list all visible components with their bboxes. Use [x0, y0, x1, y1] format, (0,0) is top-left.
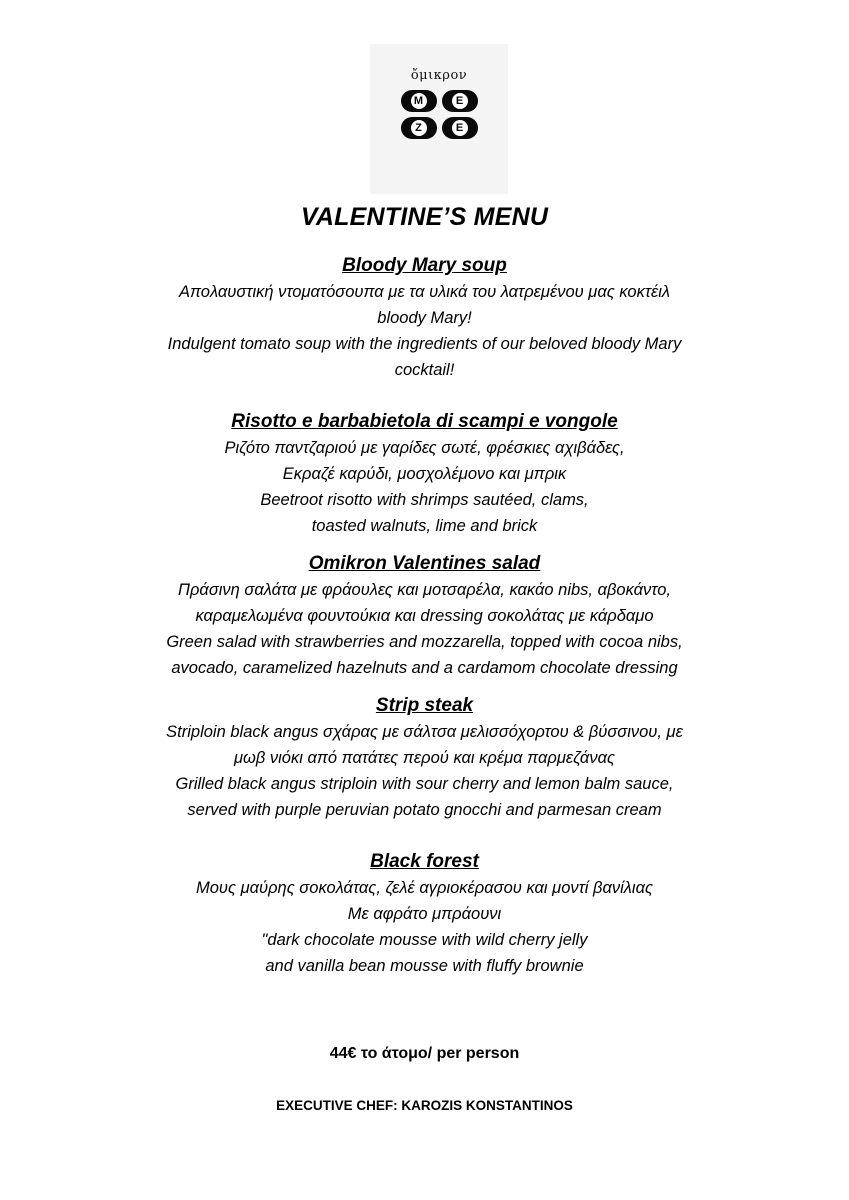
logo-wordmark: ὄμικρον [410, 68, 468, 83]
logo-pill-m: M [401, 90, 437, 112]
course-description-line: Εκραζέ καρύδι, μοσχολέμονο και μπρικ [282, 465, 567, 483]
course-description-line: καραμελωμένα φουντούκια και dressing σοκολάτας με κάρδαμο [195, 607, 654, 625]
course-description-line: Green salad with strawberries and mozzarella, topped with cocoa nibs, [166, 633, 683, 651]
course-description-line: Striploin black angus σχάρας με σάλτσα μελισσόχορτου & βύσσινου, με [166, 723, 683, 741]
course-description-line: bloody Mary! [377, 309, 472, 327]
course-name: Bloody Mary soup [342, 255, 507, 276]
logo-pill-z: Z [401, 117, 437, 139]
course-bloody-mary-soup [60, 253, 789, 383]
course-description-line: Απολαυστική ντοματόσουπα με τα υλικά του λατρεμένου μας κοκτέιλ [178, 283, 671, 301]
course-valentines-salad [60, 551, 789, 681]
restaurant-logo [370, 44, 508, 194]
course-description-line: Μους μαύρης σοκολάτας, ζελέ αγριοκέρασου και μοντί βανίλιας [195, 879, 654, 897]
course-description-line: toasted walnuts, lime and brick [311, 517, 538, 535]
logo-letter-grid [400, 90, 478, 144]
course-name: Black forest [370, 851, 479, 872]
menu-courses [60, 253, 789, 979]
course-strip-steak [60, 693, 789, 823]
course-name: Strip steak [375, 695, 474, 716]
price-per-person: 44€ το άτομο/ per person [329, 1045, 520, 1062]
course-description-line: "dark chocolate mousse with wild cherry jelly [261, 931, 588, 949]
course-description-line: Ριζότο παντζαριού με γαρίδες σωτέ, φρέσκιες αχιβάδες, [224, 439, 625, 457]
course-description-line: avocado, caramelized hazelnuts and a cardamom chocolate dressing [171, 659, 678, 677]
course-description-line: Πράσινη σαλάτα με φράουλες και μοτσαρέλα, κακάο nibs, αβοκάντο, [178, 581, 671, 599]
course-description-line: μωβ νιόκι από πατάτες περού και κρέμα παρμεζάνας [233, 749, 616, 767]
course-name: Omikron Valentines salad [308, 553, 541, 574]
course-black-forest [60, 849, 789, 979]
course-description-line: Με αφράτο μπράουνι [347, 905, 502, 923]
course-description-line: Beetroot risotto with shrimps sautéed, clams, [260, 491, 589, 509]
course-description-line: Grilled black angus striploin with sour cherry and lemon balm sauce, [175, 775, 674, 793]
menu-title: VALENTINE’S MENU [300, 203, 549, 231]
course-description-line: Indulgent tomato soup with the ingredients of our beloved bloody Mary [167, 335, 682, 353]
course-description-line: cocktail! [394, 361, 455, 379]
course-risotto [60, 409, 789, 539]
logo-pill-e2: E [442, 117, 478, 139]
executive-chef-credit: EXECUTIVE CHEF: KAROZIS KONSTANTINOS [276, 1098, 573, 1113]
course-name: Risotto e barbabietola di scampi e vongole [231, 411, 618, 432]
course-description-line: and vanilla bean mousse with fluffy brownie [265, 957, 584, 975]
logo-pill-e: E [442, 90, 478, 112]
course-description-line: served with purple peruvian potato gnocchi and parmesan cream [187, 801, 662, 819]
